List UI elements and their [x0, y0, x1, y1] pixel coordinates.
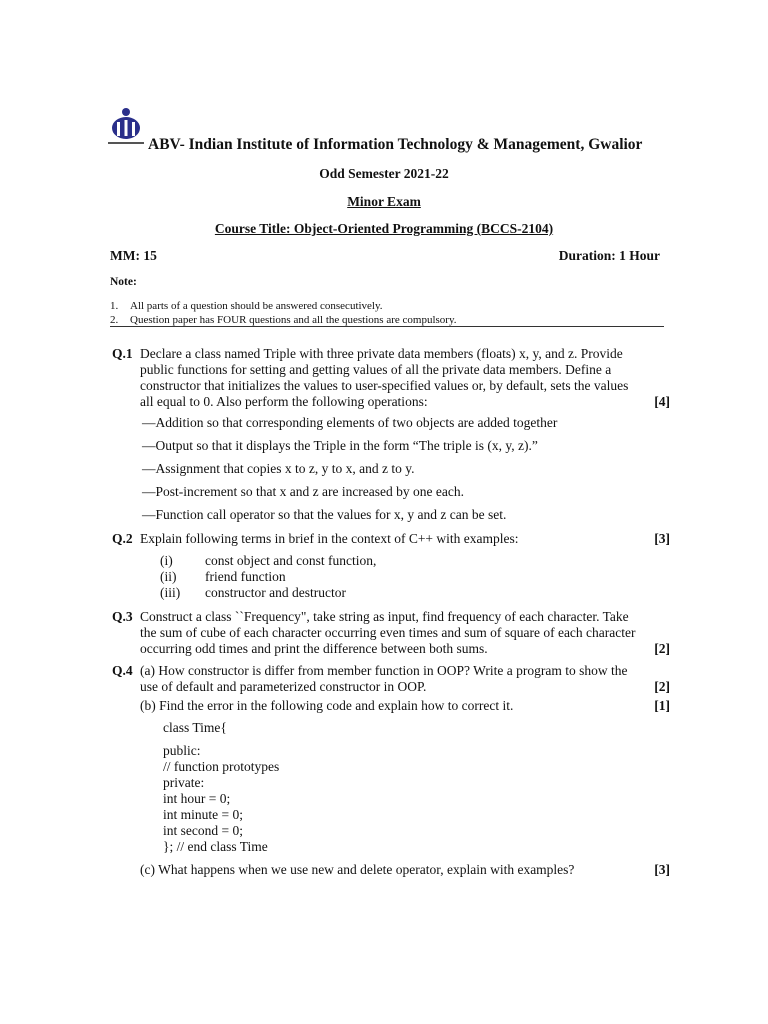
question-2-item-text: const object and const function,: [205, 553, 377, 568]
code-line: class Time{: [163, 720, 227, 735]
note-item: 2. Question paper has FOUR questions and all the questions are compulsory.: [110, 314, 457, 326]
question-4b-text: (b) Find the error in the following code and explain how to correct it.: [140, 698, 514, 713]
question-3-line: Construct a class ``Frequency", take string as input, find frequency of each character. Take: [140, 609, 629, 624]
note-item: 1. All parts of a question should be answered consecutively.: [110, 300, 383, 312]
question-1-line: public functions for setting and getting values of all the private data members. Define a: [140, 362, 612, 377]
question-4a-marks: [2]: [654, 679, 670, 694]
code-line: public:: [163, 743, 201, 758]
question-1-operation: —Addition so that corresponding elements of two objects are added together: [142, 415, 558, 430]
question-2-item-text: friend function: [205, 569, 286, 584]
duration: Duration: 1 Hour: [558, 248, 660, 263]
code-line: int second = 0;: [163, 823, 243, 838]
question-4b-marks: [1]: [654, 698, 670, 713]
question-4-number: Q.4: [112, 663, 133, 678]
max-marks: MM: 15: [110, 248, 157, 263]
question-2-item-text: constructor and destructor: [205, 585, 346, 600]
institute-logo-icon: [106, 104, 146, 150]
code-line: int hour = 0;: [163, 791, 231, 806]
code-line: private:: [163, 775, 205, 790]
question-1-operation: —Output so that it displays the Triple in the form “The triple is (x, y, z).”: [142, 438, 538, 453]
question-4a-line: (a) How constructor is differ from member function in OOP? Write a program to show the: [140, 663, 628, 678]
code-line: }; // end class Time: [163, 839, 268, 854]
question-2-item-number: (ii): [160, 569, 177, 584]
question-1-operation: —Post-increment so that x and z are increased by one each.: [142, 484, 465, 499]
question-1-line: constructor that initializes the values to user-specified values or, by default, sets the values: [140, 378, 629, 393]
question-1-marks: [4]: [654, 394, 670, 409]
question-3-line: occurring odd times and print the difference between both sums.: [140, 641, 488, 656]
question-1-line: all equal to 0. Also perform the following operations:: [140, 394, 428, 409]
course-title: Course Title: Object-Oriented Programming (BCCS-2104): [214, 221, 554, 236]
question-1-line: Declare a class named Triple with three private data members (floats) x, y, and z. Provide: [140, 346, 623, 361]
divider: [110, 326, 664, 327]
note-label: Note:: [110, 276, 137, 288]
institute-name: ABV- Indian Institute of Information Technology & Management, Gwalior: [148, 136, 643, 153]
question-3-number: Q.3: [112, 609, 133, 624]
code-line: int minute = 0;: [163, 807, 243, 822]
question-3-marks: [2]: [654, 641, 670, 656]
question-4a-line: use of default and parameterized constructor in OOP.: [140, 679, 427, 694]
question-1-operation: —Function call operator so that the values for x, y and z can be set.: [142, 507, 507, 522]
semester: Odd Semester 2021-22: [319, 166, 449, 181]
question-3-line: the sum of cube of each character occurring even times and sum of square of each character: [140, 625, 636, 640]
question-2-marks: [3]: [654, 531, 670, 546]
question-2-text: Explain following terms in brief in the context of C++ with examples:: [140, 531, 519, 546]
question-1-operation: —Assignment that copies x to z, y to x, and z to y.: [142, 461, 415, 476]
question-2-item-number: (i): [160, 553, 173, 568]
question-1-number: Q.1: [112, 346, 133, 361]
question-2-item-number: (iii): [160, 585, 181, 600]
exam-type: Minor Exam: [347, 194, 421, 209]
question-2-number: Q.2: [112, 531, 133, 546]
code-line: // function prototypes: [163, 759, 280, 774]
question-4c-marks: [3]: [654, 862, 670, 877]
question-4c-text: (c) What happens when we use new and delete operator, explain with examples?: [140, 862, 575, 877]
